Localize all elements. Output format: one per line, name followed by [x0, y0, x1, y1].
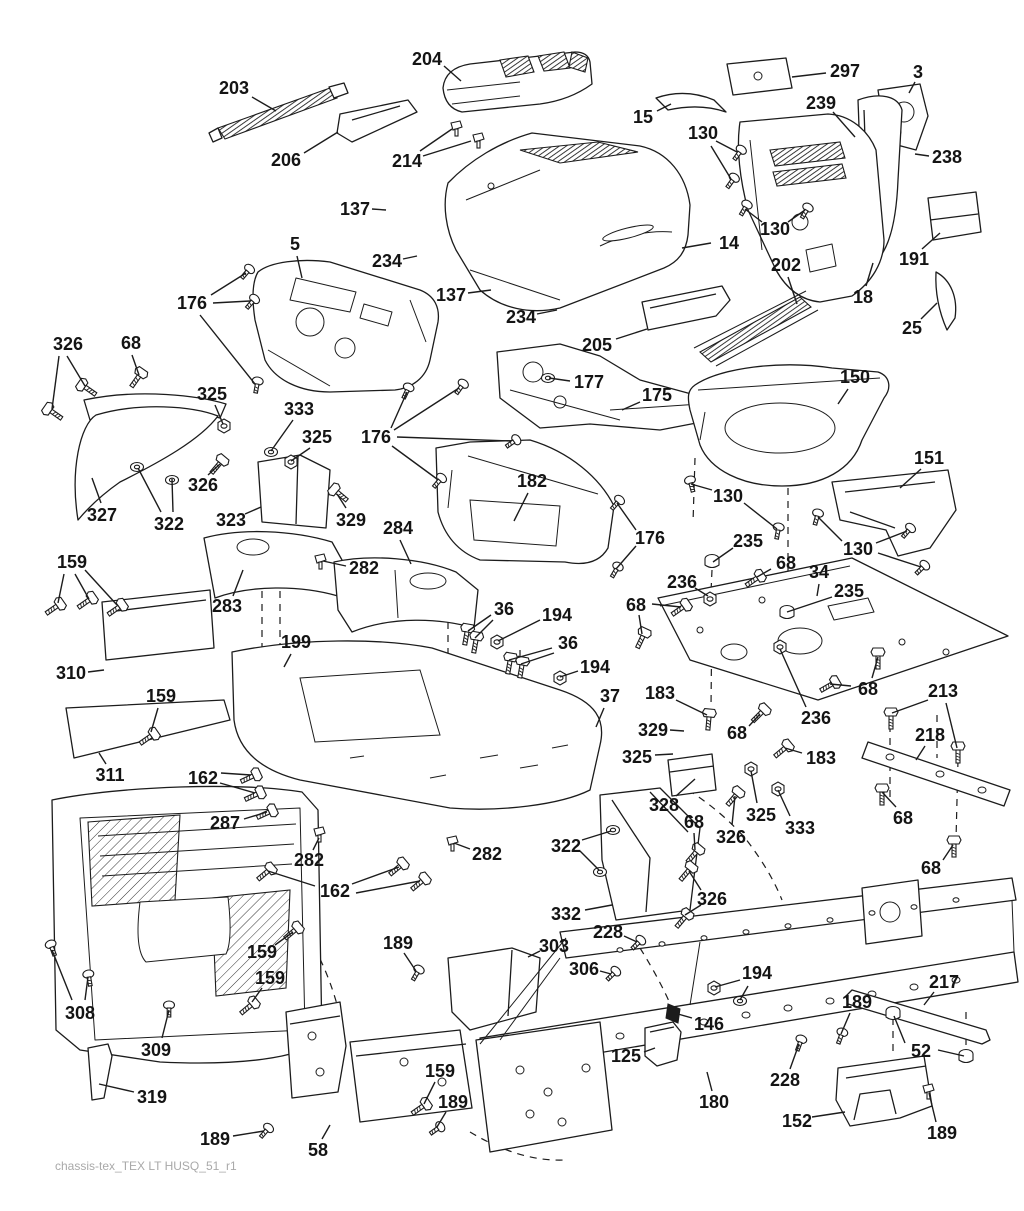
part-skid-152 — [836, 1056, 932, 1126]
leader-line — [88, 670, 104, 672]
callout-label: 14 — [718, 233, 740, 253]
part-150-bore — [725, 403, 835, 453]
nut-icon — [554, 671, 566, 685]
callout-label: 326 — [696, 889, 728, 909]
assembly-dash — [640, 948, 672, 1008]
part-37-opening — [300, 670, 440, 742]
screw-icon — [427, 1120, 446, 1138]
part-channel-205 — [642, 286, 730, 330]
callout-label: 176 — [360, 427, 392, 447]
leader-line — [200, 315, 255, 384]
leader-line — [304, 132, 338, 153]
part-34-holes — [697, 627, 703, 633]
part-297-hole — [754, 72, 762, 80]
callout-label: 203 — [218, 78, 250, 98]
part-block-191 — [928, 192, 981, 240]
leader-line — [420, 129, 452, 151]
washer-icon — [594, 868, 607, 877]
callout-label: 146 — [693, 1014, 725, 1034]
part-hood-14-hole — [488, 183, 494, 189]
callout-label: 306 — [568, 959, 600, 979]
leader-line — [580, 851, 599, 870]
part-218-hole — [936, 771, 944, 777]
screw-icon — [452, 377, 470, 396]
callout-label: 37 — [599, 686, 621, 706]
callout-label: 323 — [215, 510, 247, 530]
leader-line — [707, 1072, 712, 1091]
nut-icon — [708, 981, 720, 995]
bolt-icon — [947, 836, 961, 857]
callout-label: 159 — [246, 942, 278, 962]
screw-icon — [250, 376, 264, 394]
callout-label: 189 — [199, 1129, 231, 1149]
callout-label: 308 — [64, 1003, 96, 1023]
capnut-icon — [886, 1007, 900, 1020]
nut-icon — [774, 640, 786, 654]
part-175-hole — [523, 362, 543, 382]
part-bracket-328 — [668, 754, 716, 796]
part-18-hole — [792, 214, 808, 230]
part-34-holes — [943, 649, 949, 655]
callout-label: 194 — [579, 657, 611, 677]
bolt-icon — [467, 631, 484, 654]
leader-line — [778, 790, 790, 816]
bolt-icon — [951, 742, 965, 763]
leader-line — [172, 479, 173, 512]
leader-line — [211, 273, 246, 295]
bolt-icon — [701, 708, 717, 730]
leader-line — [790, 1044, 799, 1069]
leader-line — [749, 714, 760, 726]
callout-label: 309 — [140, 1040, 172, 1060]
leader-line — [915, 154, 929, 156]
leader-line — [372, 209, 386, 210]
callout-label: 238 — [931, 147, 963, 167]
part-tank-5 — [253, 260, 438, 392]
callout-label: 130 — [842, 539, 874, 559]
callout-label: 151 — [913, 448, 945, 468]
callout-label: 326 — [52, 334, 84, 354]
leader-line — [213, 301, 250, 303]
part-309-mesh — [88, 815, 180, 906]
callout-label: 68 — [726, 723, 748, 743]
callout-label: 36 — [557, 633, 579, 653]
nut-icon — [772, 782, 784, 796]
callout-label: 150 — [839, 367, 871, 387]
leader-line — [75, 574, 89, 599]
callout-label: 159 — [254, 968, 286, 988]
leader-line — [711, 146, 731, 179]
part-58-hole — [308, 1032, 316, 1040]
leader-line — [716, 141, 737, 152]
callout-label: 68 — [920, 858, 942, 878]
callout-label: 205 — [581, 335, 613, 355]
washer-icon — [131, 463, 144, 472]
callout-label: 235 — [833, 581, 865, 601]
part-bracket-319 — [88, 1044, 112, 1100]
part-283-hole — [237, 539, 269, 555]
callout-label: 282 — [471, 844, 503, 864]
screw-icon — [257, 1121, 276, 1140]
parts-artwork — [40, 49, 1018, 1173]
callout-label: 34 — [808, 562, 830, 582]
callout-label: 235 — [732, 531, 764, 551]
leader-line — [67, 356, 85, 386]
leader-line — [397, 437, 511, 441]
part-bracket-175 — [497, 344, 712, 430]
callout-label: 199 — [280, 632, 312, 652]
callout-label: 284 — [382, 518, 414, 538]
leader-line — [99, 753, 106, 764]
leader-line — [744, 503, 777, 529]
callout-label: 159 — [424, 1061, 456, 1081]
leader-line — [356, 881, 420, 893]
leader-line — [600, 971, 611, 974]
callout-label: 137 — [339, 199, 371, 219]
callout-label: 326 — [715, 827, 747, 847]
screw-icon — [408, 963, 426, 982]
part-bracket-206 — [337, 100, 417, 142]
leader-line — [751, 771, 757, 803]
callout-label: 236 — [800, 708, 832, 728]
callout-label: 5 — [289, 234, 301, 254]
nut-icon — [218, 419, 230, 433]
callout-label: 328 — [648, 795, 680, 815]
bolt-icon — [74, 590, 99, 614]
callout-label: 234 — [371, 251, 403, 271]
callout-label: 228 — [769, 1070, 801, 1090]
callout-label: 68 — [120, 333, 142, 353]
callout-label: 202 — [770, 255, 802, 275]
leader-line — [322, 1125, 330, 1139]
callout-label: 218 — [914, 725, 946, 745]
leader-line — [52, 356, 59, 409]
part-frame-hole — [880, 902, 900, 922]
callout-label: 325 — [196, 384, 228, 404]
screw-icon — [607, 560, 625, 579]
screw-icon — [912, 558, 931, 577]
callout-label: 326 — [187, 475, 219, 495]
leader-line — [271, 420, 293, 451]
leader-line — [946, 703, 957, 748]
part-bracket-125 — [645, 1022, 681, 1066]
callout-label: 310 — [55, 663, 87, 683]
callout-label: 189 — [841, 992, 873, 1012]
callout-label: 125 — [610, 1046, 642, 1066]
callout-label: 68 — [775, 553, 797, 573]
callout-label: 329 — [335, 510, 367, 530]
leader-line — [892, 700, 928, 713]
callout-label: 287 — [209, 813, 241, 833]
callout-label: 234 — [505, 307, 537, 327]
callout-label: 68 — [857, 679, 879, 699]
callout-label: 176 — [176, 293, 208, 313]
callout-label: 322 — [153, 514, 185, 534]
callout-label: 297 — [829, 61, 861, 81]
callout-label: 15 — [632, 107, 654, 127]
callout-label: 130 — [687, 123, 719, 143]
part-34-holes — [899, 639, 905, 645]
callout-label: 177 — [573, 372, 605, 392]
part-309-slot — [138, 897, 230, 962]
bolt-icon — [326, 481, 351, 505]
bolt-icon — [42, 596, 67, 620]
part-strip-311 — [66, 700, 230, 758]
callout-label: 180 — [698, 1092, 730, 1112]
callout-label: 333 — [784, 818, 816, 838]
leader-line — [617, 503, 636, 530]
clip-214-icon — [473, 133, 484, 148]
callout-label: 332 — [550, 904, 582, 924]
nut-icon — [491, 635, 503, 649]
part-5-hole2 — [335, 338, 355, 358]
washer-icon — [734, 997, 747, 1006]
callout-label: 159 — [145, 686, 177, 706]
screw-icon — [723, 171, 741, 190]
part-strip-25 — [936, 272, 956, 330]
callout-label: 322 — [550, 836, 582, 856]
callout-label: 311 — [95, 765, 125, 785]
leader-line — [929, 1093, 936, 1122]
part-204-vent — [538, 52, 570, 71]
part-shell-182 — [436, 440, 614, 563]
callout-label: 194 — [541, 605, 573, 625]
callout-label: 325 — [301, 427, 333, 447]
part-284-hole — [410, 573, 446, 589]
leader-line — [403, 256, 417, 259]
callout-label: 137 — [435, 285, 467, 305]
leader-line — [616, 546, 636, 569]
leader-line — [138, 468, 161, 512]
callout-label: 152 — [781, 1111, 813, 1131]
part-trim-15 — [656, 93, 726, 112]
leader-line — [694, 833, 695, 850]
callout-label: 130 — [712, 486, 744, 506]
washer-icon — [265, 448, 278, 457]
leader-line — [792, 73, 826, 77]
callout-label: 68 — [892, 808, 914, 828]
callout-label: 36 — [493, 599, 515, 619]
part-34-hole — [721, 644, 747, 660]
callout-label: 25 — [901, 318, 923, 338]
callout-label: 183 — [805, 748, 837, 768]
callout-label: 182 — [516, 471, 548, 491]
callout-label: 68 — [683, 812, 705, 832]
callout-label: 214 — [391, 151, 423, 171]
part-218-hole — [886, 754, 894, 760]
nut-icon — [285, 455, 297, 469]
callout-label: 329 — [637, 720, 669, 740]
leader-line — [616, 329, 647, 339]
callout-label: 236 — [666, 572, 698, 592]
leader-line — [233, 1131, 264, 1136]
callout-label: 217 — [928, 972, 960, 992]
callout-label: 175 — [641, 385, 673, 405]
leader-line — [252, 97, 276, 111]
leader-line — [921, 303, 937, 319]
callout-label: 189 — [382, 933, 414, 953]
screw-icon — [810, 508, 825, 526]
callout-label: 52 — [910, 1041, 932, 1061]
leader-line — [812, 1112, 845, 1117]
bolt-icon — [875, 784, 889, 805]
clip-214-icon — [451, 121, 462, 136]
part-5-hole — [296, 308, 324, 336]
bolt-icon — [238, 766, 263, 788]
callout-label: 213 — [927, 681, 959, 701]
callout-label: 206 — [270, 150, 302, 170]
callout-label: 283 — [211, 596, 243, 616]
washer-icon — [607, 826, 620, 835]
leader-line — [818, 517, 842, 541]
capnut-icon — [705, 555, 719, 568]
callout-label: 282 — [348, 558, 380, 578]
screw-icon — [238, 262, 257, 281]
callout-label: 18 — [852, 287, 874, 307]
callout-label: 282 — [293, 850, 325, 870]
callout-label: 303 — [538, 936, 570, 956]
screw-icon — [771, 522, 785, 540]
leader-line — [221, 773, 251, 775]
leader-line — [655, 754, 673, 755]
leader-line — [454, 843, 470, 849]
screw-icon — [792, 1034, 808, 1053]
leader-line — [585, 905, 612, 910]
callout-label: 325 — [621, 747, 653, 767]
callout-label: 194 — [741, 963, 773, 983]
leader-line — [670, 730, 684, 731]
screw-icon — [833, 1027, 849, 1046]
part-182-window — [470, 500, 560, 546]
leader-line — [676, 700, 707, 715]
callout-label: 333 — [283, 399, 315, 419]
part-fender-327b — [75, 407, 218, 520]
leader-line — [922, 233, 940, 249]
callout-label: 159 — [56, 552, 88, 572]
callout-label: 162 — [187, 768, 219, 788]
diagram-footer: chassis-tex_TEX LT HUSQ_51_r1 — [55, 1159, 237, 1173]
callout-label: 204 — [411, 49, 443, 69]
leader-line — [498, 620, 540, 641]
callout-label: 325 — [745, 805, 777, 825]
callout-label: 130 — [759, 219, 791, 239]
part-34-holes — [759, 597, 765, 603]
callout-label: 189 — [437, 1092, 469, 1112]
leader-line — [475, 620, 493, 638]
part-218-hole — [978, 787, 986, 793]
callout-label: 3 — [912, 62, 924, 82]
leader-line — [916, 746, 925, 760]
leader-line — [245, 507, 261, 514]
part-frame-endplate — [476, 1022, 612, 1152]
callout-label: 183 — [644, 683, 676, 703]
screw-icon — [603, 964, 622, 983]
callout-label: 228 — [592, 922, 624, 942]
callout-label: 191 — [898, 249, 930, 269]
leader-line — [392, 446, 437, 479]
callout-label: 176 — [634, 528, 666, 548]
callout-label: 319 — [136, 1087, 168, 1107]
callout-label: 68 — [625, 595, 647, 615]
part-58-hole — [316, 1068, 324, 1076]
callout-label: 239 — [805, 93, 837, 113]
callout-label: 189 — [926, 1123, 958, 1143]
part-58-hole — [400, 1058, 408, 1066]
part-bracket-303 — [448, 948, 540, 1030]
leader-line — [404, 953, 416, 971]
bolt-icon — [74, 377, 99, 401]
part-bracket-58a — [286, 1002, 346, 1098]
callout-label: 162 — [319, 881, 351, 901]
callout-label: 327 — [86, 505, 118, 525]
callout-label: 58 — [307, 1140, 329, 1160]
